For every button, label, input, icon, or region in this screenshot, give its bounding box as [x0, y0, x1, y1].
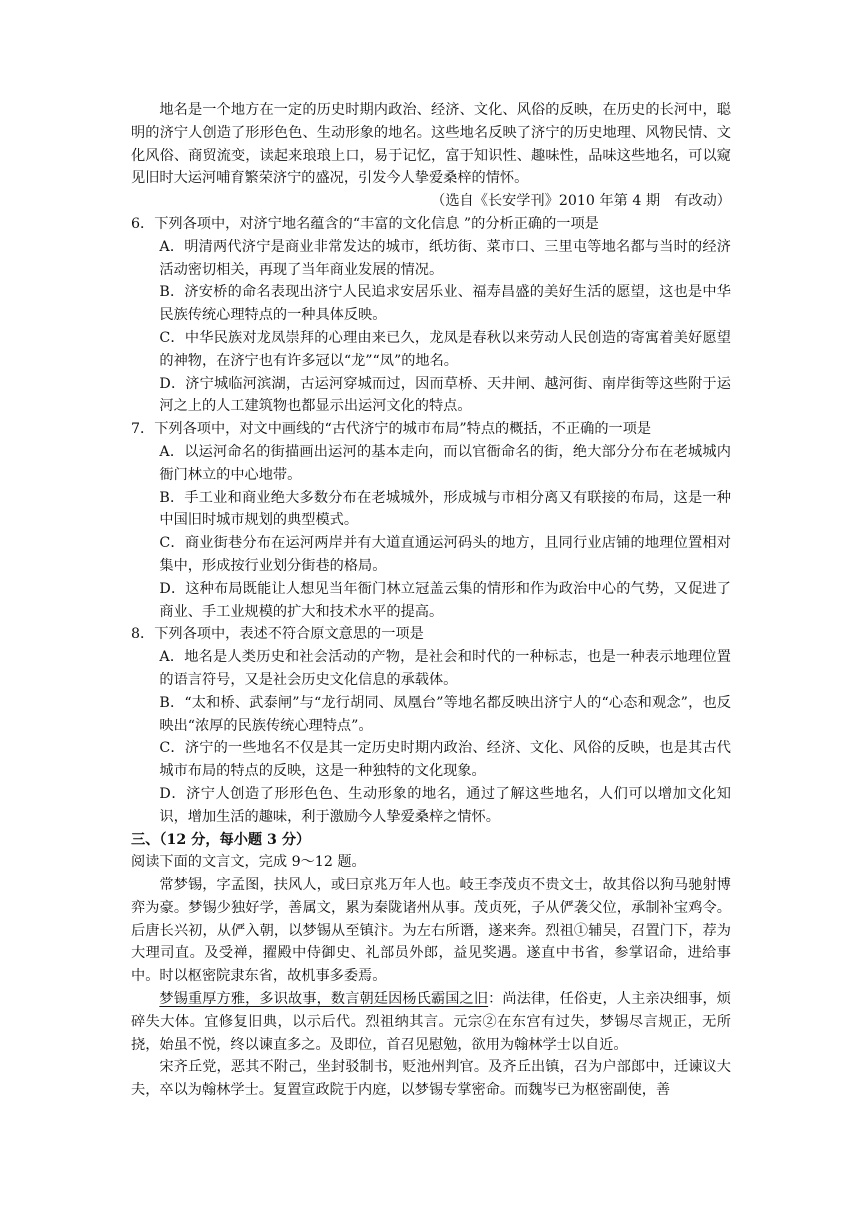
- option-d: D．济宁城临河滨湖，古运河穿城而过，因而草桥、天井闸、越河街、南岸街等这些附于运河之上的人工建筑物也都显示出运河文化的特点。: [159, 375, 731, 415]
- option-d: D．济宁人创造了形形色色、生动形象的地名，通过了解这些地名，人们可以增加文化知识，增加生活的趣味，利于激励今人挚爱桑梓之情怀。: [159, 785, 731, 825]
- exam-page: [131, 99, 731, 1102]
- question-stem: 8．下列各项中，表述不符合原文意思的一项是: [131, 626, 424, 643]
- question-stem: 7．下列各项中，对文中画线的“古代济宁的城市布局”特点的概括，不正确的一项是: [131, 421, 652, 438]
- option-a: A．明清两代济宁是商业非常发达的城市，纸坊街、菜市口、三里屯等地名都与当时的经济活动密切相关，再现了当年商业发展的情况。: [159, 238, 731, 278]
- option-b: B．手工业和商业绝大多数分布在老城城外，形成城与市相分离又有联接的布局，这是一种中国旧时城市规划的典型模式。: [159, 489, 731, 529]
- passage-source: （选自《长安学刊》2010 年第 4 期 有改动）: [431, 193, 731, 210]
- option-b: B．济安桥的命名表现出济宁人民追求安居乐业、福寿昌盛的美好生活的愿望，这也是中华民族传统心理特点的一种具体反映。: [159, 284, 731, 324]
- option-c: C．中华民族对龙凤崇拜的心理由来已久，龙凤是春秋以来劳动人民创造的寄寓着美好愿望的神物，在济宁也有许多冠以“龙”“凤”的地名。: [159, 329, 731, 369]
- option-a: A．以运河命名的街描画出运河的基本走向，而以官衙命名的街，绝大部分分布在老城城内衙门林立的中心地带。: [159, 443, 731, 483]
- option-c: C．济宁的一些地名不仅是其一定历史时期内政治、经济、文化、风俗的反映，也是其古代城市布局的特点的反映，这是一种独特的文化现象。: [159, 740, 731, 780]
- passage-paragraph: 地名是一个地方在一定的历史时期内政治、经济、文化、风俗的反映，在历史的长河中，聪明的济宁人创造了形形色色、生动形象的地名。这些地名反映了济宁的历史地理、风物民情、文化风俗、商贸流变，读起来琅琅上口，易于记忆，富于知识性、趣味性，品味这些地名，可以窥见旧时大运河哺育繁荣济宁的盛况，引发今人挚爱桑梓的情怀。: [131, 102, 731, 187]
- question-stem: 6．下列各项中，对济宁地名蕴含的“丰富的文化信息 ”的分析正确的一项是: [131, 215, 599, 232]
- paragraph-text: ：尚法律，任俗吏，人主亲决细事，烦碎失大体。宜修复旧典，以示后代。烈祖纳其言。元宗②在东宫有过失，梦锡尽言规正，无所挠，始虽不悦，终以谏直多之。及即位，首召见慰勉，欲用为翰林学士以自近。: [131, 991, 731, 1053]
- question-6: [131, 213, 731, 418]
- classical-paragraph-1: 常梦锡，字孟图，扶风人，或曰京兆万年人也。岐王李茂贞不贵文士，故其俗以狗马驰射博弈为豪。梦锡少独好学，善属文，累为秦陇诸州从事。茂贞死，子从俨袭父位，承制补宝鸡令。后唐长兴初，从俨入朝，以梦锡从至镇汴。为左右所谮，遂来奔。烈祖①辅吴，召置门下，荐为大理司直。及受禅，擢殿中侍御史、礼部员外郎，益见奖遇。遂直中书省，参掌诏命，进给事中。时以枢密院隶东省，故机事多委焉。: [131, 877, 731, 985]
- section-heading: 三、（12 分，每小题 3 分）: [131, 831, 311, 848]
- section-instruction: 阅读下面的文言文，完成 9～12 题。: [131, 854, 366, 871]
- question-7: [131, 418, 731, 623]
- option-d: D．这种布局既能让人想见当年衙门林立冠盖云集的情形和作为政治中心的气势，又促进了商业、手工业规模的扩大和技术水平的提高。: [159, 580, 731, 620]
- option-c: C．商业街巷分布在运河两岸并有大道直通运河码头的地方，且同行业店铺的地理位置相对集中，形成按行业划分街巷的格局。: [159, 535, 731, 574]
- option-b: B．“太和桥、武泰闸”与“龙行胡同、凤凰台”等地名都反映出济宁人的“心态和观念”，也反映出“浓厚的民族传统心理特点”。: [159, 694, 731, 734]
- classical-paragraph-3: 宋齐丘党，恶其不附己，坐封驳制书，贬池州判官。及齐丘出镇，召为户部郎中，迁谏议大夫，卒以为翰林学士。复置宣政院于内庭，以梦锡专掌密命。而魏岑已为枢密副使，善: [131, 1059, 731, 1099]
- classical-paragraph-2: [131, 988, 731, 1056]
- option-a: A．地名是人类历史和社会活动的产物，是社会和时代的一种标志，也是一种表示地理位置的语言符号，又是社会历史文化信息的承载体。: [159, 649, 731, 688]
- question-8: [131, 623, 731, 828]
- underlined-sentence: 梦锡重厚方雅，多识故事，数言朝廷因杨氏霸国之旧: [159, 991, 489, 1008]
